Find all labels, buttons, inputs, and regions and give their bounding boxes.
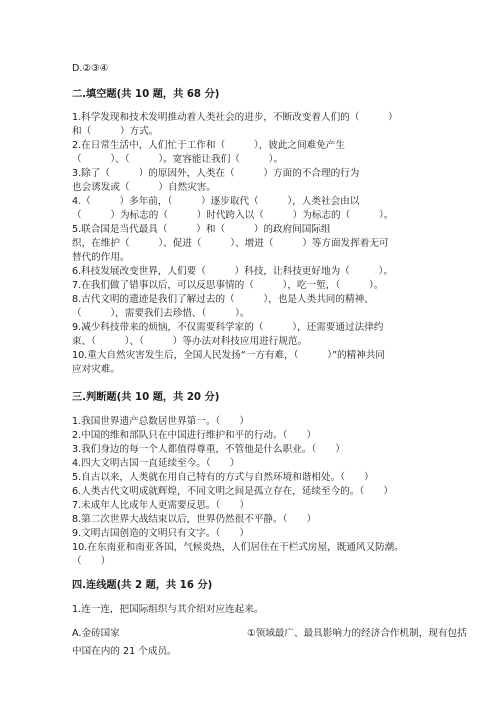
matching-question: 1.连一连，把国际组织与其介绍对应连起来。 <box>72 604 264 615</box>
true-false-line: 6.人类古代文明成就辉煌，不同文明之间是孤立存在，延续至今的。（ ） <box>72 486 393 497</box>
true-false-line: 1.我国世界遗产总数居世界第一。（ ） <box>72 416 250 427</box>
fill-blank-line: （ ）为标志的（ ）时代跨入以（ ）为标志的（ ）。 <box>72 210 394 221</box>
fill-blank-line: 和（ ）方式。 <box>72 126 159 137</box>
section-title-matching: 四.连线题(共 2 题，共 16 分) <box>72 580 213 591</box>
section-title-fill-blank: 二.填空题(共 10 题，共 68 分) <box>72 89 220 100</box>
fill-blank-line: 9.减少科技带来的烦恼，不仅需要科学家的（ ），还需要通过法律约 <box>72 322 384 333</box>
matching-row <box>72 628 467 640</box>
fill-blank-line: 2.在日常生活中，人们忙于工作和（ ），彼此之间难免产生 <box>72 140 345 151</box>
true-false-line: 9.文明古国创造的文明只有文字。（ ） <box>72 528 250 539</box>
fill-blank-line: 1.科学发现和技术发明推动着人类社会的进步，不断改变着人们的（ ） <box>72 112 398 123</box>
true-false-line: 4.四大文明古国一直延续至今。（ ） <box>72 458 240 469</box>
fill-blank-line: 7.在我们做了错事以后，可以反思事情的（ ），吃一堑，（ ）。 <box>72 280 384 291</box>
true-false-line: 7.未成年人比成年人更需要反思。（ ） <box>72 500 250 511</box>
true-false-line: 8.第二次世界大战结束以后，世界仍然很不平静。（ ） <box>72 514 317 525</box>
option-d: D.②③④ <box>72 63 109 74</box>
true-false-line: 5.自古以来，人类就在用自己特有的方式与自然环境和谐相处。（ ） <box>72 472 374 483</box>
fill-blank-line: 应对灾难。 <box>72 364 120 375</box>
matching-left-item: A.金砖国家 <box>72 628 120 639</box>
true-false-line: 3.我们身边的每一个人都值得尊重，不管他是什么职业。（ ） <box>72 444 345 455</box>
true-false-line: 2.中国的维和部队只在中国进行维护和平的行动。（ ） <box>72 430 317 441</box>
fill-blank-line: 3.除了（ ）的原因外，人类在（ ）方面的不合理的行为 <box>72 168 360 179</box>
fill-blank-line: （ ），需要我们去珍惜、（ ）。 <box>72 308 250 319</box>
true-false-line: （ ） <box>72 556 111 567</box>
matching-right-item: ①领域最广、最具影响力的经济合作机制，现有包括 <box>247 628 467 639</box>
fill-blank-line: （ ）、（ ）。宽容能让我们（ ）。 <box>72 154 284 165</box>
fill-blank-line: 8.古代文明的遗迹是我们了解过去的（ ），也是人类共同的精神、 <box>72 294 374 305</box>
fill-blank-line: 4.（ ）多年前，（ ）逐步取代（ ），人类社会由以 <box>72 196 360 207</box>
fill-blank-line: 织，在维护（ ）、促进（ ）、增进（ ）等方面发挥着无可 <box>72 238 389 249</box>
fill-blank-line: 6.科技发展改变世界，人们要（ ）科技，让科技更好地为（ ）。 <box>72 266 393 277</box>
fill-blank-line: 束、（ ）、（ ）等办法对科技应用进行规范。 <box>72 336 308 347</box>
section-title-true-false: 三.判断题(共 10 题，共 20 分) <box>72 392 220 403</box>
fill-blank-line: 10.重大自然灾害发生后，全国人民发扬“一方有难，（ ）”的精神共同 <box>72 350 386 361</box>
matching-right-continuation: 中国在内的 21 个成员。 <box>72 646 177 657</box>
fill-blank-line: 替代的作用。 <box>72 252 130 263</box>
fill-blank-line: 也会诱发或（ ）自然灾害。 <box>72 182 216 193</box>
fill-blank-line: 5.联合国是当代最具（ ）和（ ）的政府间国际组 <box>72 224 331 235</box>
true-false-line: 10.在东南亚和南亚各国，气候炎热，人们居住在干栏式房屋，既通风又防潮。 <box>72 542 404 553</box>
